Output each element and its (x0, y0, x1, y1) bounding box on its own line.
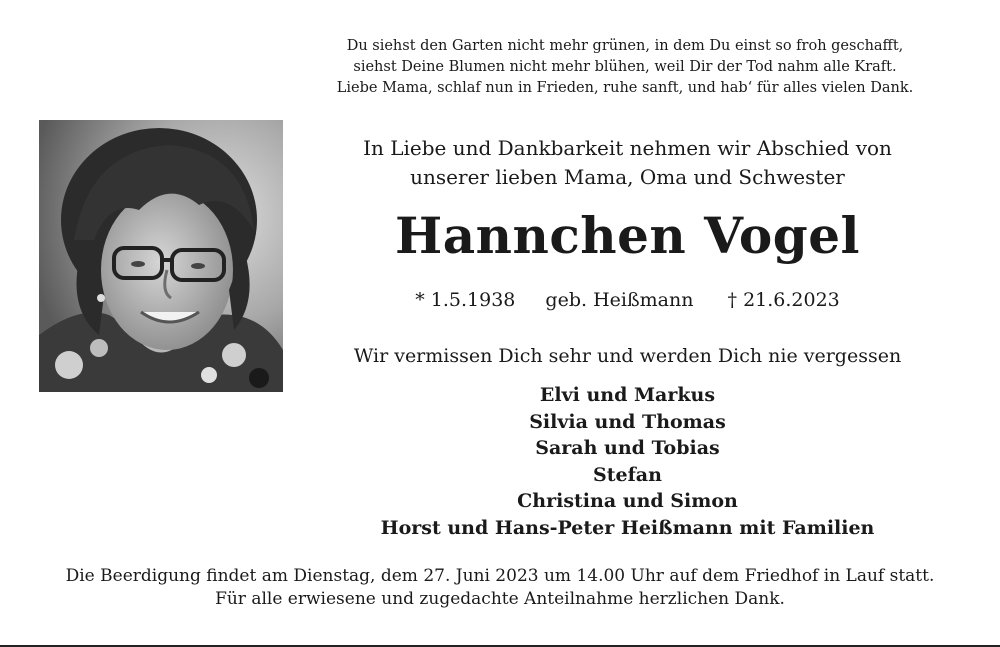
mourners-list (300, 382, 955, 542)
funeral-details: Die Beerdigung findet am Dienstag, dem 27. Juni 2023 um 14.00 Uhr auf dem Friedhof in Lauf statt. (65, 566, 935, 586)
life-dates (300, 285, 955, 315)
farewell-intro (300, 134, 955, 192)
poem-line: Liebe Mama, schlaf nun in Frieden, ruhe sanft, und hab‘ für alles vielen Dank. (336, 80, 914, 96)
mourner-entry: Silvia und Thomas (529, 410, 726, 433)
thanks-note: Für alle erwiesene und zugedachte Anteilnahme herzlichen Dank. (215, 589, 785, 609)
poem-line: siehst Deine Blumen nicht mehr blühen, weil Dir der Tod nahm alle Kraft. (353, 59, 897, 75)
intro-line: unserer lieben Mama, Oma und Schwester (410, 165, 845, 189)
funeral-info (0, 565, 1000, 611)
deceased-name: Hannchen Vogel (394, 206, 861, 265)
poem-line: Du siehst den Garten nicht mehr grünen, in dem Du einst so froh geschafft, (346, 38, 904, 54)
mourner-entry: Sarah und Tobias (535, 437, 720, 460)
maiden-name: geb. Heißmann (545, 289, 694, 311)
portrait-photo (39, 120, 283, 392)
farewell-message: Wir vermissen Dich sehr und werden Dich nie vergessen (353, 345, 902, 367)
portrait-photo-illustration (39, 120, 283, 392)
birth-date: * 1.5.1938 (415, 289, 516, 311)
death-date: † 21.6.2023 (727, 289, 840, 311)
mourner-entry: Stefan (593, 463, 662, 486)
memorial-poem (300, 36, 950, 99)
mourner-entry: Christina und Simon (517, 490, 738, 513)
mourner-entry: Elvi und Markus (539, 384, 716, 406)
intro-line: In Liebe und Dankbarkeit nehmen wir Abschied von (363, 136, 892, 160)
mourner-entry: Horst und Hans-Peter Heißmann mit Familien (380, 516, 875, 539)
